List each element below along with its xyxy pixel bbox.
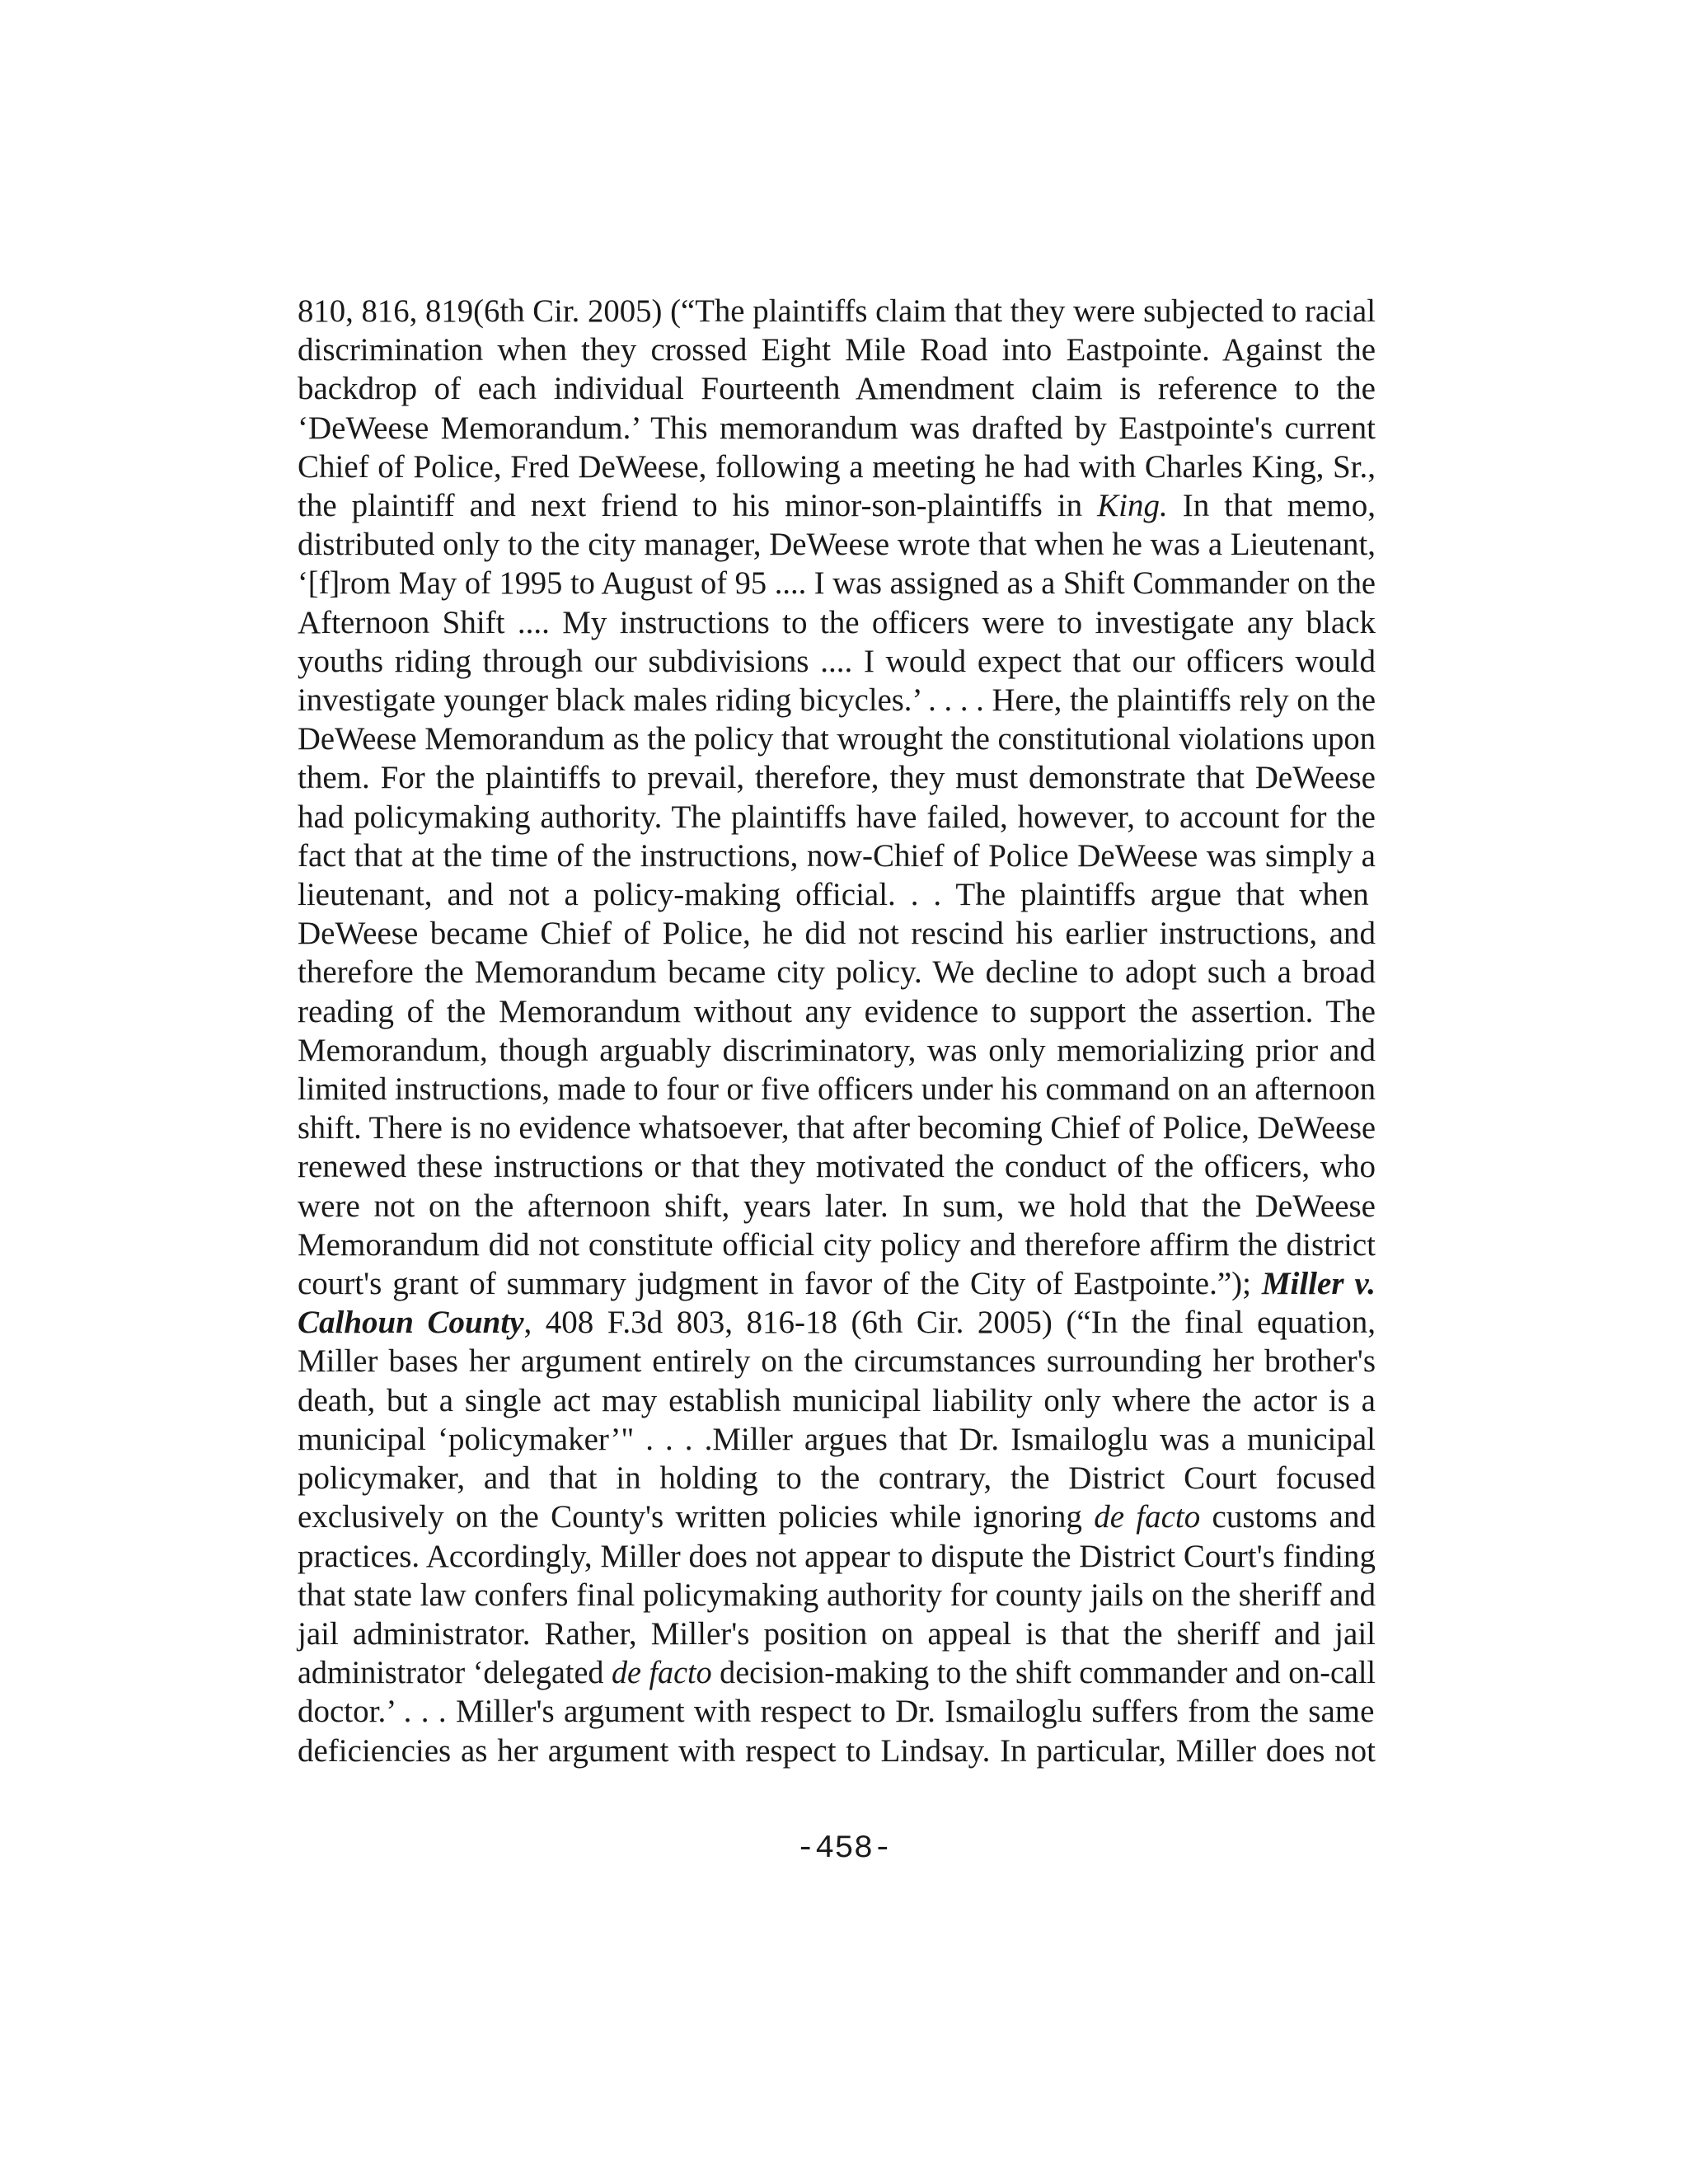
text-line bbox=[298, 1108, 1376, 1147]
text-line bbox=[298, 1031, 1376, 1070]
italic-text: de facto bbox=[611, 1655, 712, 1691]
text-line bbox=[298, 1187, 1376, 1226]
text-line bbox=[298, 564, 1376, 602]
text-line bbox=[298, 914, 1376, 953]
text-segment: jail administrator. Rather, Miller's position on appeal is that the sheriff and jail bbox=[298, 1615, 1376, 1652]
text-line bbox=[298, 409, 1376, 448]
text-line bbox=[298, 758, 1376, 797]
text-line bbox=[298, 642, 1376, 681]
text-segment: Chief of Police, Fred DeWeese, following a meeting he had with Charles King, Sr., bbox=[298, 448, 1376, 485]
text-line bbox=[298, 1381, 1376, 1420]
text-segment: court's grant of summary judgment in favor of the City of Eastpointe.”); bbox=[298, 1266, 1262, 1302]
text-segment: ‘[f]rom May of 1995 to August of 95 .... I was assigned as a Shift Commander on the bbox=[298, 565, 1376, 602]
text-line bbox=[298, 1692, 1376, 1731]
text-segment: discrimination when they crossed Eight Mile Road into Eastpointe. Against the bbox=[298, 332, 1376, 368]
text-segment: doctor.’ . . . Miller's argument with respect to Dr. Ismailoglu suffers from the same bbox=[298, 1694, 1375, 1730]
text-line bbox=[298, 992, 1376, 1031]
text-segment: practices. Accordingly, Miller does not appear to dispute the District Court's finding bbox=[298, 1538, 1376, 1574]
text-line bbox=[298, 798, 1376, 837]
text-segment: administrator ‘delegated bbox=[298, 1655, 612, 1691]
text-line bbox=[298, 1653, 1376, 1692]
text-line bbox=[298, 1576, 1376, 1615]
italic-text: King. bbox=[1097, 488, 1168, 524]
text-line bbox=[298, 1459, 1376, 1497]
text-segment: reading of the Memorandum without any evidence to support the assertion. The bbox=[298, 993, 1376, 1029]
text-line bbox=[298, 292, 1376, 330]
text-line bbox=[298, 1420, 1376, 1459]
text-segment: youths riding through our subdivisions .... I would expect that our officers would bbox=[298, 643, 1376, 679]
text-line bbox=[298, 369, 1376, 408]
text-line bbox=[298, 1537, 1374, 1576]
text-segment: DeWeese Memorandum as the policy that wrought the constitutional violations upon bbox=[298, 721, 1376, 757]
text-segment: were not on the afternoon shift, years later. In sum, we hold that the DeWeese bbox=[298, 1188, 1376, 1224]
text-segment: ‘DeWeese Memorandum.’ This memorandum was drafted by Eastpointe's current bbox=[298, 410, 1376, 446]
text-segment: exclusively on the County's written policies while ignoring bbox=[298, 1499, 1095, 1535]
text-line bbox=[298, 603, 1376, 642]
text-segment: 810, 816, 819(6th Cir. 2005) (“The plaintiffs claim that they were subjected to racial bbox=[298, 293, 1376, 329]
text-line bbox=[298, 1070, 1376, 1108]
text-line bbox=[298, 330, 1376, 369]
text-segment: investigate younger black males riding bicycles.’ . . . . Here, the plaintiffs rely on the bbox=[298, 682, 1376, 719]
text-segment: Miller bases her argument entirely on the circumstances surrounding her brother's bbox=[298, 1343, 1376, 1380]
text-segment: renewed these instructions or that they motivated the conduct of the officers, who bbox=[298, 1149, 1376, 1185]
text-segment: , 408 F.3d 803, 816-18 (6th Cir. 2005) (“In the final equation, bbox=[523, 1305, 1376, 1341]
text-segment: the plaintiff and next friend to his minor-son-plaintiffs in bbox=[298, 488, 1098, 524]
text-segment: them. For the plaintiffs to prevail, therefore, they must demonstrate that DeWeese bbox=[298, 760, 1376, 796]
text-segment: Afternoon Shift .... My instructions to the officers were to investigate any black bbox=[298, 604, 1376, 640]
text-segment: death, but a single act may establish municipal liability only where the actor is a bbox=[298, 1382, 1376, 1418]
text-segment: had policymaking authority. The plaintiffs have failed, however, to account for the bbox=[298, 799, 1376, 835]
text-segment: customs and bbox=[1200, 1499, 1376, 1535]
text-segment: In that memo, bbox=[1167, 488, 1376, 524]
text-line bbox=[298, 953, 1376, 991]
text-segment: policymaker, and that in holding to the contrary, the District Court focused bbox=[298, 1460, 1376, 1497]
text-segment: Memorandum, though arguably discriminatory, was only memorializing prior and bbox=[298, 1032, 1376, 1068]
text-line bbox=[298, 1147, 1376, 1186]
text-segment: DeWeese became Chief of Police, he did not rescind his earlier instructions, and bbox=[298, 916, 1376, 952]
text-segment: limited instructions, made to four or five officers under his command on an afternoon bbox=[298, 1071, 1376, 1108]
text-segment: shift. There is no evidence whatsoever, that after becoming Chief of Police, DeWeese bbox=[298, 1110, 1376, 1146]
case-name-text: Miller v. bbox=[1261, 1266, 1376, 1302]
text-line bbox=[298, 486, 1376, 525]
text-line bbox=[298, 1303, 1376, 1342]
text-segment: that state law confers final policymaking authority for county jails on the sheriff and bbox=[298, 1577, 1376, 1613]
text-line bbox=[298, 1497, 1376, 1536]
text-line bbox=[298, 1732, 1376, 1770]
text-segment: decision-making to the shift commander and on-call bbox=[711, 1655, 1376, 1691]
text-line bbox=[298, 1264, 1376, 1303]
text-segment: municipal ‘policymaker’" . . . .Miller argues that Dr. Ismailoglu was a municipal bbox=[298, 1421, 1376, 1457]
text-line bbox=[298, 875, 1376, 914]
text-line bbox=[298, 1342, 1376, 1380]
text-segment: therefore the Memorandum became city policy. We decline to adopt such a broad bbox=[298, 954, 1376, 991]
text-segment: backdrop of each individual Fourteenth Amendment claim is reference to the bbox=[298, 371, 1376, 407]
text-segment: lieutenant, and not a policy-making official. . . The plaintiffs argue that when bbox=[298, 877, 1369, 913]
text-segment: distributed only to the city manager, DeWeese wrote that when he was a Lieutenant, bbox=[298, 527, 1376, 563]
text-line bbox=[298, 837, 1376, 875]
text-segment: Memorandum did not constitute official city policy and therefore affirm the district bbox=[298, 1226, 1376, 1263]
italic-text: de facto bbox=[1094, 1499, 1201, 1535]
text-line bbox=[298, 448, 1376, 486]
text-segment: deficiencies as her argument with respect to Lindsay. In particular, Miller does not bbox=[298, 1732, 1376, 1769]
text-line bbox=[298, 1615, 1376, 1653]
body-text bbox=[298, 292, 1376, 1770]
text-segment: fact that at the time of the instructions, now-Chief of Police DeWeese was simply a bbox=[298, 837, 1376, 874]
page-number: -458- bbox=[795, 1830, 893, 1867]
text-line bbox=[298, 525, 1376, 564]
text-line bbox=[298, 681, 1376, 719]
case-name-text: Calhoun County bbox=[298, 1305, 524, 1341]
text-line bbox=[298, 719, 1376, 758]
text-line bbox=[298, 1226, 1376, 1264]
